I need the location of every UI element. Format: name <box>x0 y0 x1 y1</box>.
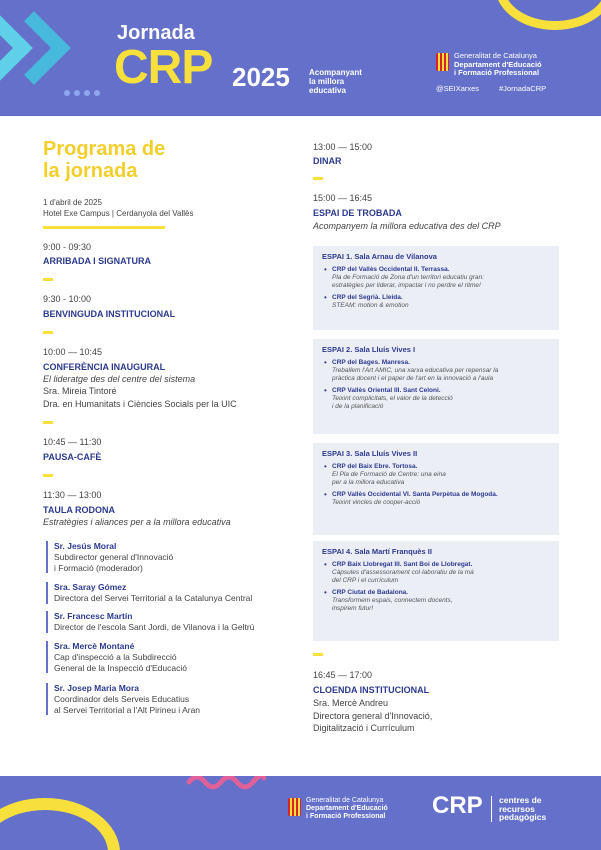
session-time: 16:45 — 17:00 <box>313 670 373 680</box>
crp-logo-text: centres de recursos pedagògics <box>499 795 547 822</box>
yellow-ring-decoration <box>495 0 601 30</box>
espai-box-2: ESPAI 2. Sala Lluís Vives I • CRP del Bages. Manresa. Treballem l'Art AMIC, una xarxa educativa per repensar la pràctica docent i el paper de l'art en la innovació a l'aula • CRP Vallès Oriental III. Sant Celoni. Teixint complicitats, el valor de la detecció i de la planificació <box>313 339 559 434</box>
session-time: 9:30 - 10:00 <box>43 294 92 304</box>
event-label: Jornada <box>117 22 195 44</box>
session-subtitle: Acompanyem la millora educativa des del CRP <box>313 221 501 231</box>
divider-bar <box>313 653 323 656</box>
session-time: 9:00 - 09:30 <box>43 242 92 252</box>
session-title: PAUSA-CAFÈ <box>43 452 102 462</box>
session-title: CLOENDA INSTITUCIONAL <box>313 685 430 695</box>
event-date: 1 d'abril de 2025 <box>43 198 102 207</box>
session-title: ESPAI DE TROBADA <box>313 208 402 218</box>
session-title: ARRIBADA I SIGNATURA <box>43 256 151 266</box>
event-year: 2025 <box>232 62 290 92</box>
divider-bar <box>313 177 323 180</box>
session-title: CONFERÈNCIA INAUGURAL <box>43 362 166 372</box>
speaker-item: Sr. Francesc Martín Director de l'escola Sant Jordi, de Vilanova i la Geltrú <box>46 611 254 633</box>
divider-bar <box>43 226 165 229</box>
social-hashtag: #JornadaCRP <box>499 84 547 93</box>
session-speaker-role: Directora general d'Innovació, <box>313 711 433 721</box>
session-speaker: Sra. Mireia Tintoré <box>43 386 117 396</box>
page-title: Programa de la jornada <box>43 138 166 182</box>
divider-bar <box>43 331 53 334</box>
event-crp: CRP <box>114 41 213 94</box>
social-handle: @SEIXarxes <box>436 84 480 93</box>
session-subtitle: El lideratge des del centre del sistema <box>43 374 196 384</box>
espai-box-1: ESPAI 1. Sala Arnau de Vilanova • CRP del Vallès Occidental II. Terrassa. Pla de Formació de Zona d'un territori educatiu gran: estratègies per liderar, impactar i no perdre el ritme! • CRP del Segrià. Lleida. STEAM: motion & emotion <box>313 246 559 330</box>
speaker-item: Sra. Mercè Montané Cap d'inspecció a la Subdirecció General de la Inspecció d'Educació <box>46 641 187 673</box>
speaker-item: Sra. Saray Gómez Directora del Servei Territorial a la Catalunya Central <box>46 582 252 604</box>
session-title: TAULA RODONA <box>43 505 115 515</box>
divider-bar <box>43 474 53 477</box>
pink-wave-decoration <box>186 776 266 792</box>
speaker-item: Sr. Jesús Moral Subdirector general d'Innovació i Formació (moderador) <box>46 541 173 573</box>
event-venue: Hotel Exe Campus | Cerdanyola del Vallès <box>43 209 194 218</box>
session-speaker-role: Dra. en Humanitats i Ciències Socials per la UIC <box>43 399 237 409</box>
session-time: 11:30 — 13:00 <box>43 490 102 500</box>
session-speaker-role: Digitalització i Currículum <box>313 723 415 733</box>
generalitat-logo-icon <box>288 798 301 816</box>
footer-banner <box>0 776 601 850</box>
session-speaker: Sra. Mercè Andreu <box>313 698 389 708</box>
speaker-item: Sr. Josep Maria Mora Coordinador dels Serveis Educatius al Servei Territorial a l'Alt Pirineu i Aran <box>46 683 200 715</box>
session-title: DINAR <box>313 156 342 166</box>
dots-decoration <box>64 90 100 96</box>
yellow-ring-decoration <box>0 798 120 850</box>
session-time: 10:00 — 10:45 <box>43 347 103 357</box>
logo-divider <box>491 796 492 822</box>
session-time: 13:00 — 15:00 <box>313 142 373 152</box>
session-time: 15:00 — 16:45 <box>313 193 373 203</box>
generalitat-text: Generalitat de Catalunya Departament d'Educació i Formació Professional <box>306 797 388 820</box>
session-subtitle: Estratègies i aliances per a la millora educativa <box>43 517 231 527</box>
espai-box-4: ESPAI 4. Sala Martí Franquès II • CRP Baix Llobregat III. Sant Boi de Llobregat. Càpsules d'assessorament col·laboratiu de la mà del CRP i el currículum • CRP Ciutat de Badalona. Transformem espais, connectem docents, inspirem futur! <box>313 541 559 641</box>
divider-bar <box>43 278 53 281</box>
generalitat-logo-icon <box>436 53 449 71</box>
event-subtitle: Acompanyant la millora educativa <box>309 68 362 95</box>
generalitat-text: Generalitat de Catalunya Departament d'Educació i Formació Professional <box>454 51 542 77</box>
espai-box-3: ESPAI 3. Sala Lluís Vives II • CRP del Baix Ebre. Tortosa. El Pla de Formació de Centre: una eina per a la millora educativa • CRP Vallès Occidental VI. Santa Perpètua de Mogoda. Teixint vincles de cooper-acció <box>313 443 559 535</box>
session-title: BENVINGUDA INSTITUCIONAL <box>43 309 176 319</box>
divider-bar <box>43 421 53 424</box>
header-banner <box>0 0 601 116</box>
session-time: 10:45 — 11:30 <box>43 437 102 447</box>
crp-logo: CRP <box>432 792 483 819</box>
